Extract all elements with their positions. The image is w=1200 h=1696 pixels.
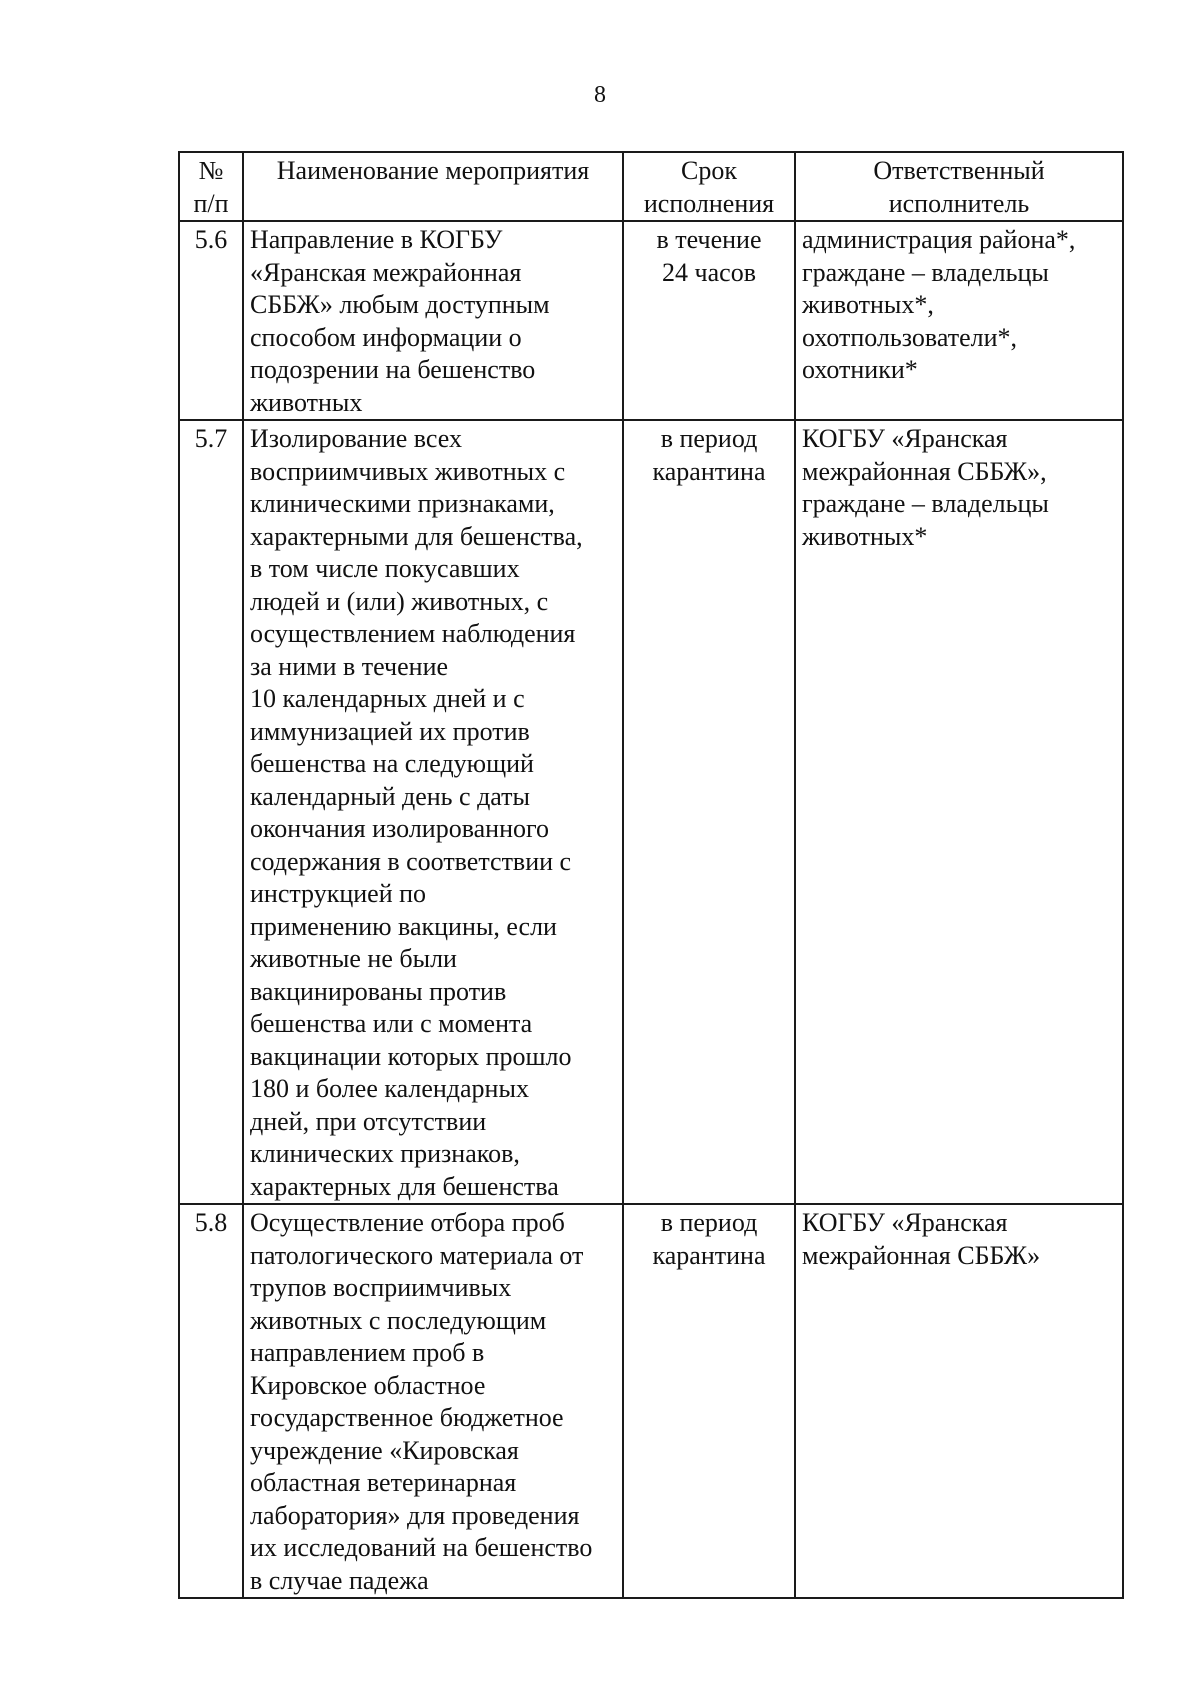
row-name: Осуществление отбора проб патологического материала от трупов восприимчивых животных с последующим направлением проб в Кировское областное государственное бюджетное учреждение «Кировская областная ветеринарная лаборатория» для проведения их исследований на бешенство в случае падежа — [243, 1204, 623, 1598]
header-num: № п/п — [179, 152, 243, 221]
page-number: 8 — [594, 82, 606, 108]
row-name: Изолирование всех восприимчивых животных с клиническими признаками, характерными для бешенства, в том числе покусавших людей и (или) животных, с осуществлением наблюдения за ними в течение 10 календарных дней и с иммунизацией их против бешенства на следующий календарный день с даты окончания изолированного содержания в соответствии с инструкцией по применению вакцины, если животные не были вакцинированы против бешенства или с момента вакцинации которых прошло 180 и более календарных дней, при отсутствии клинических признаков, характерных для бешенства — [243, 420, 623, 1204]
row-term: в период карантина — [623, 1204, 795, 1598]
header-responsible: Ответственный исполнитель — [795, 152, 1123, 221]
row-responsible: КОГБУ «Яранская межрайонная СББЖ», граждане – владельцы животных* — [795, 420, 1123, 1204]
row-term: в течение 24 часов — [623, 221, 795, 420]
row-num: 5.7 — [179, 420, 243, 1204]
row-term: в период карантина — [623, 420, 795, 1204]
table-row — [179, 420, 1123, 1204]
header-name: Наименование мероприятия — [243, 152, 623, 221]
row-num: 5.8 — [179, 1204, 243, 1598]
row-num: 5.6 — [179, 221, 243, 420]
header-term: Срок исполнения — [623, 152, 795, 221]
row-responsible: КОГБУ «Яранская межрайонная СББЖ» — [795, 1204, 1123, 1598]
row-responsible: администрация района*, граждане – владельцы животных*, охотпользователи*, охотники* — [795, 221, 1123, 420]
table-row — [179, 221, 1123, 420]
table-header-row — [179, 152, 1123, 221]
table-row — [179, 1204, 1123, 1598]
row-name: Направление в КОГБУ «Яранская межрайонная СББЖ» любым доступным способом информации о подозрении на бешенство животных — [243, 221, 623, 420]
measures-table — [178, 151, 1124, 1599]
